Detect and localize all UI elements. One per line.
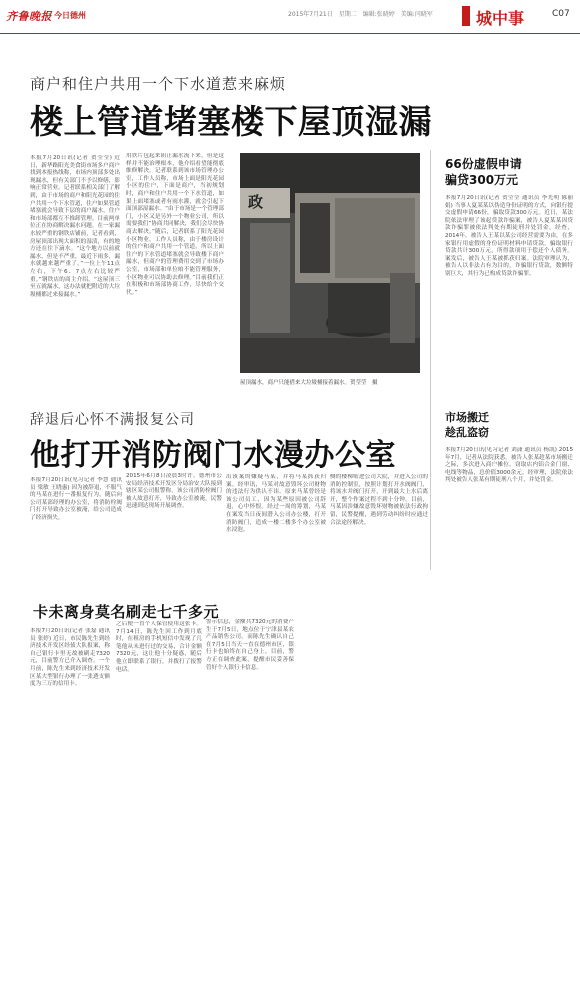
shop-interior-photo — [240, 153, 420, 373]
photo-caption: 屋顶漏水，商户只能借来大垃圾桶接着漏水。贺莹莹 摄 — [240, 380, 378, 386]
story2-body-col4: 侧的楼梯贴进公司大院，并进入公司的消防控制室，按照计划打开水阀阀门，将该水并阀门打开，开到最大上水后离开，整个作案过程不到十分钟。目前，马某因涉嫌故意毁坏财物被依法行政拘留，民警提醒，遇到劳动纠纷时应通过合法途径解决。 — [330, 474, 428, 526]
story2-body-col3: 出该案的嫌疑马某，并将马某抓获归案。经审讯，马某对故意毁坏公司财物的违法行为供认不讳。原来马某曾经是该公司员工，因为某些原因被公司辞退，心中怀恨。经过一周的筹划，马某在案发当日夜间潜入公司办公楼，打开消防阀门，造成一楼二楼多个办公室被水浸泡。 — [226, 474, 326, 534]
story2-body-col2: 2015年6月8日凌晨3时许，德州市公安局经济技术开发区分局治安大队接到辖区某公司报警称，该公司消防栓阀门被人故意打开，导致办公室被淹。民警迅速到达现场开展调查。 — [126, 473, 222, 510]
story3-headline: 卡未离身莫名刷走七千多元 — [33, 603, 220, 621]
story1-headline: 楼上管道堵塞楼下屋顶湿漏 — [30, 102, 432, 141]
sidebar-headline2: 市场搬迁 趁乱盗窃 — [445, 411, 489, 439]
section-name: 城中事 — [476, 9, 525, 28]
story3-body-col2: 之后便一直个人保管使用这张卡。7月14日，陈先生回工作到月底时，在租房的手机短信中发现了几笔他从未进行过的交易，合计金额7320元，这让他十分疑惑，随后他立即联系了银行，并拨打了报警电话。 — [116, 621, 202, 673]
section-marker — [462, 6, 470, 26]
newspaper-logo: 齐鲁晚报 — [6, 10, 52, 23]
story1-photo — [240, 153, 420, 373]
page-number: C07 — [552, 9, 570, 19]
edition-name: 今日德州 — [54, 11, 86, 20]
sign-character: 政 — [248, 193, 264, 211]
story1-body-col1: 本报7月20日讯(记者 贺莹莹) 近日，新华路阳光美食街市场多户商户找到本报热线称，市场内顶部多处出现漏水，但有关部门不予以修缮，影响正常营业。记者联系相关部门了解到，由于市场的商户和阳光花园的住户共用一个下水管道，住户如果管道堵塞就会导致下层的商户漏水，住户和市场部都互不推卸管理。目前两单位正在协商解决漏水问题。在一家漏水较严重的钢铁店铺前，记者看到，房屋顶部出现大面积的湿渍，有的地方还在往下滴水。“这个地方以前就漏水，但是不严重，最近下雨多，漏水就越来越严重了。”一位上午11点左右，下午6、7点左右比较严重。”钢铁店的商主介绍，“这屋顶三至五就漏水，这办法就把附近的大垃圾桶都过来接漏水。” — [30, 155, 120, 298]
issue-info: 2015年7月21日 星期二 编辑:张晓婷 美编:闫晓军 — [288, 11, 433, 18]
story3-body-col3: 警示信息，金额共7320元的消费产生于7月5日，地点位于宁津县某农产品销售公司。而陈先生确认自己在7月5日当天一直在德州市区，银行卡也始终在自己身上。目前，警方正在调查此案，提醒市民妥善保管好个人银行卡信息。 — [206, 619, 294, 671]
story3-body-col1: 本报7月20日讯(记者 张磊 通讯员 张婷) 近日，市民陈先生到经济技术开发区经侦大队报案，称自己银行卡里无故被刷走7320元，目前警方已介入调查。一个月前，陈先生来到经济技术开发区某大型银行办理了一张透支额度为三万的信用卡。 — [30, 628, 110, 688]
story2-body-col1: 本报7月20日讯(见习记者 李慧 通讯员 梁敏 王晓惠) 因为被辞退，不服气的马某在进行一番报复行为，随后向公司某部经理的办公室，将消防栓阀门打开导致办公室被淹，给公司造成了经济损失。 — [30, 477, 122, 521]
story1-kicker: 商户和住户共用一个下水道惹来麻烦 — [30, 75, 287, 93]
story2-headline: 他打开消防阀门水漫办公室 — [30, 438, 396, 473]
story2-kicker: 辞退后心怀不满报复公司 — [30, 412, 195, 428]
top-divider — [0, 33, 580, 34]
sidebar-body2: 本报7月20日讯(见习记者 刘潇 通讯员 杨凯) 2015年7月，记者从法院获悉，被告人张某趁某市场搬迁之际，多次进入商户摊位，窃取店内铝合金门窗、电线等物品，总价值3000余元。经审理，法院依法判处被告人张某有期徒刑八个月，并处罚金。 — [445, 447, 573, 484]
story1-body-col2: 用铁片包起来阻止漏水流下来，但是这样并不能治理根本，他介绍看望能彻底维修解决。记者联系到该市场管理办公室，工作人员称，市场上面是阳光花园小区的住户，下面是商户，当初规划时，商户和住户共用一个下水管道，如果上面堵塞或者有雨水灌，就会引起下面顶部湿漏水。“由于市场是一个管理部门，小区又是另外一个物业公司，所以需要我们”协商共同解决，我们会尽快协商去解决。”随后，记者联系了阳光花园小区物业，工作人员称，由于楼房设计的住户和商户共用一个管道，所以上面住户的下水管道堵塞就会导致楼下商户漏水，但商户的管理费用交到了市场办公室，市场部和单位咱不能管理服务，小区物业可以协助去修理。”目前我们正在积极和市场部协商工作，尽快给个交代。” — [126, 153, 224, 296]
masthead — [0, 0, 580, 40]
sidebar-body1: 本报7月20日讯(记者 贺莹莹 通讯员 李光明 陈丽娟) 当事人夏某某以伪造身份证明的方式，向银行提交虚假申请66份，骗取贷款300万元。近日，某法院依法审理了该起贷款诈骗案，被告人夏某某因贷款诈骗罪被依法判处有期徒刑并处罚金。经查，2014年，被告人王某以某公司经营需要为由，在多家银行用虚假的身份证明材料申请贷款，骗取银行贷款共计300万元，所得款项用于偿还个人债务。案发后，被告人王某被抓获归案。法院审理认为，被告人以非法占有为目的，诈骗银行贷款，数额特别巨大，其行为已构成贷款诈骗罪。 — [445, 195, 573, 277]
sidebar-headline1: 66份虚假申请 骗贷300万元 — [445, 157, 522, 187]
column-divider — [430, 150, 431, 570]
